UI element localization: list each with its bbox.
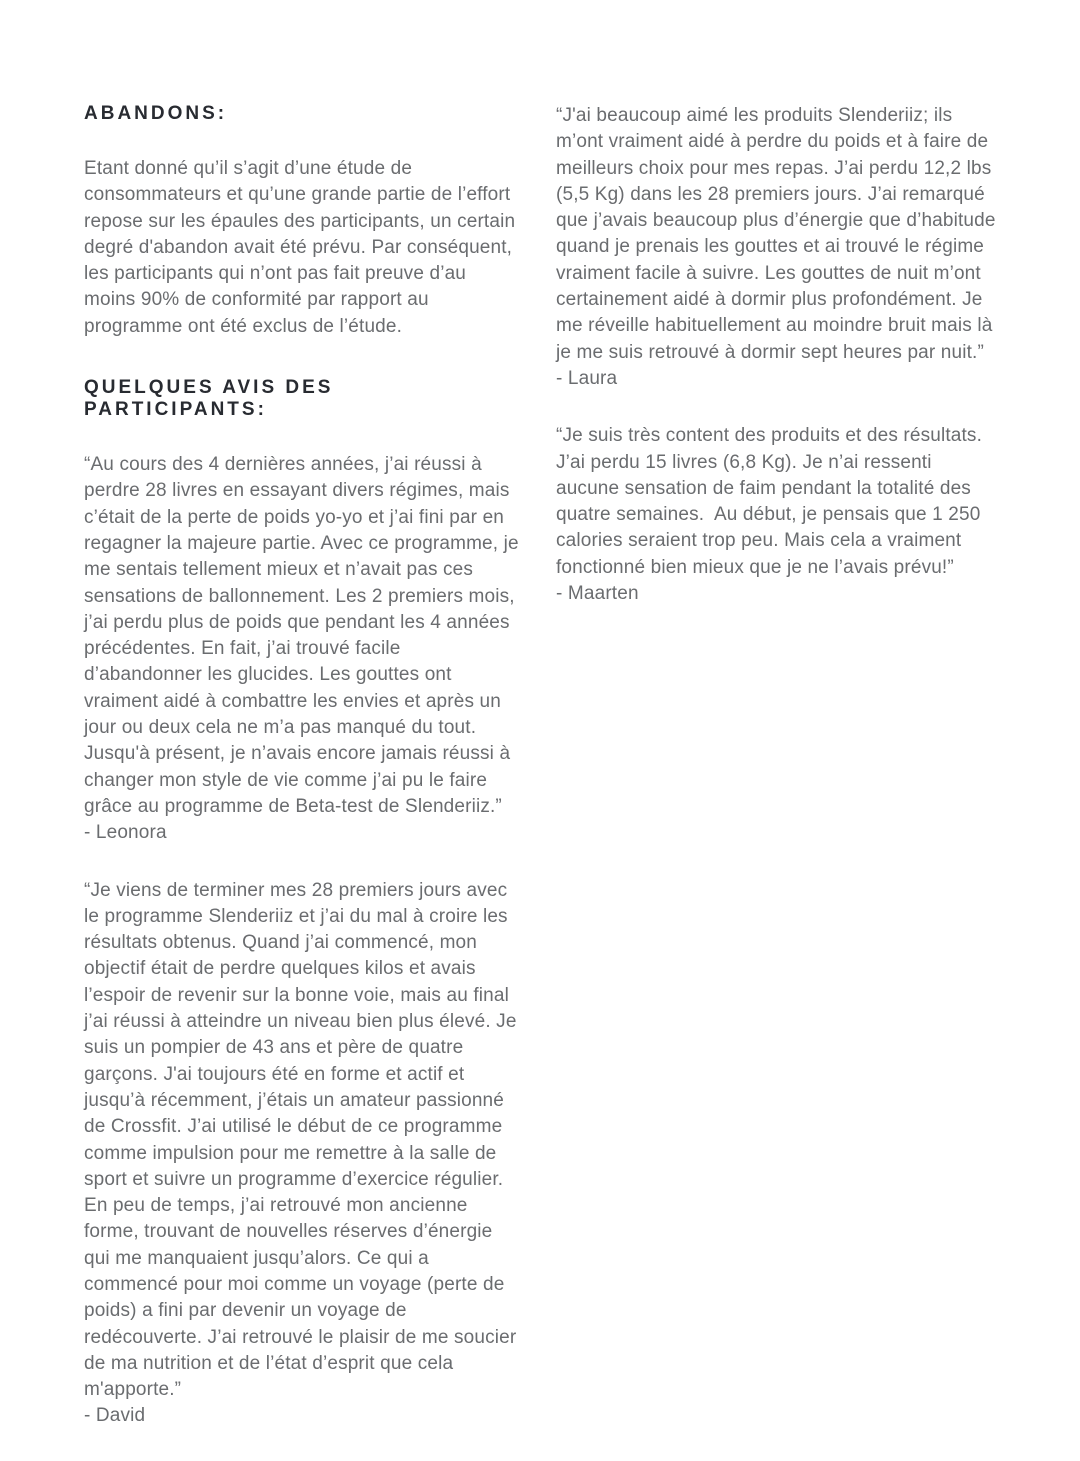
abandons-heading: ABANDONS: xyxy=(84,103,228,124)
testimonial-laura xyxy=(556,103,1000,392)
testimonial-quote: “Je viens de terminer mes 28 premiers jours avec le programme Slenderiiz et j’ai du mal à croire les résultats obtenus. Quand j’ai commencé, mon objectif était de perdre quelques kilos et avais l’espoir de revenir sur la bonne voie, mais au final j’ai réussi à atteindre un niveau bien plus élevé. Je suis un pompier de 43 ans et père de quatre garçons. J'ai toujours été en forme et actif et jusqu’à récemment, j’étais un amateur passionné de Crossfit. J’ai utilisé le début de ce programme comme impulsion pour me remettre à la salle de sport et suivre un programme d’exercice régulier. En peu de temps, j’ai retrouvé mon ancienne forme, trouvant de nouvelles réserves d’énergie qui me manquaient jusqu’alors. Ce qui a commencé pour moi comme un voyage (perte de poids) a fini par devenir un voyage de redécouverte. J’ai retrouvé le plaisir de me soucier de ma nutrition et de l’état d’esprit que cela m'apporte.” xyxy=(84,879,522,1401)
testimonial-maarten xyxy=(556,423,1000,607)
testimonial-david xyxy=(84,878,520,1430)
participants-avis-heading: QUELQUES AVIS DES PARTICIPANTS: xyxy=(84,377,334,421)
testimonial-quote: “Je suis très content des produits et des résultats. J’ai perdu 15 livres (6,8 Kg). Je n’ai ressenti aucune sensation de faim pendant la totalité des quatre semaines. Au début, je pensais que 1 250 calories seraient trop peu. Mais cela a vraiment fonctionné bien mieux que je ne l’avais prévu!” xyxy=(556,425,988,578)
testimonial-attribution: - Leonora xyxy=(84,822,167,844)
testimonial-attribution: - Laura xyxy=(556,367,618,389)
left-column xyxy=(84,103,525,1461)
testimonial-quote: “J'ai beaucoup aimé les produits Slenderiiz; ils m’ont vraiment aidé à perdre du poids et à faire de meilleurs choix pour mes repas. J’ai perdu 12,2 lbs (5,5 Kg) dans les 28 premiers jours. J’ai remarqué que j’avais beaucoup plus d’énergie que d’habitude quand je prenais les gouttes et ai trouvé le régime vraiment facile à suivre. Les gouttes de nuit m’ont certainement aidé à dormir plus profondément. Je me réveille habituellement au moindre bruit mais là je me suis retrouvé à dormir sept heures par nuit.” xyxy=(556,105,1001,363)
testimonial-attribution: - David xyxy=(84,1405,146,1427)
two-column-layout xyxy=(84,103,1000,1461)
abandons-paragraph: Etant donné qu’il s’agit d’une étude de consommateurs et qu’une grande partie de l’effort repose sur les épaules des participants, un certain degré d'abandon avait été prévu. Par conséquent, les participants qui n’ont pas fait preuve d’au moins 90% de conformité par rapport au programme ont été exclus de l’étude. xyxy=(84,158,521,337)
testimonial-attribution: - Maarten xyxy=(556,583,639,605)
testimonial-quote: “Au cours des 4 dernières années, j’ai réussi à perdre 28 livres en essayant divers régimes, mais c’était de la perte de poids yo-yo et j’ai fini par en regagner la majeure partie. Avec ce programme, je me sentais tellement mieux et n’avait pas ces sensations de ballonnement. Les 2 premiers mois, j’ai perdu plus de poids que pendant les 4 années précédentes. En fait, j’ai trouvé facile d’abandonner les glucides. Les gouttes ont vraiment aidé à combattre les envies et après un jour ou deux cela ne m’a pas manqué du tout. Jusqu'à présent, je n’avais encore jamais réussi à changer mon style de vie comme j’ai pu le faire grâce au programme de Beta-test de Slenderiiz.” xyxy=(84,454,525,817)
testimonial-leonora xyxy=(84,452,525,846)
right-column xyxy=(556,103,1000,1461)
